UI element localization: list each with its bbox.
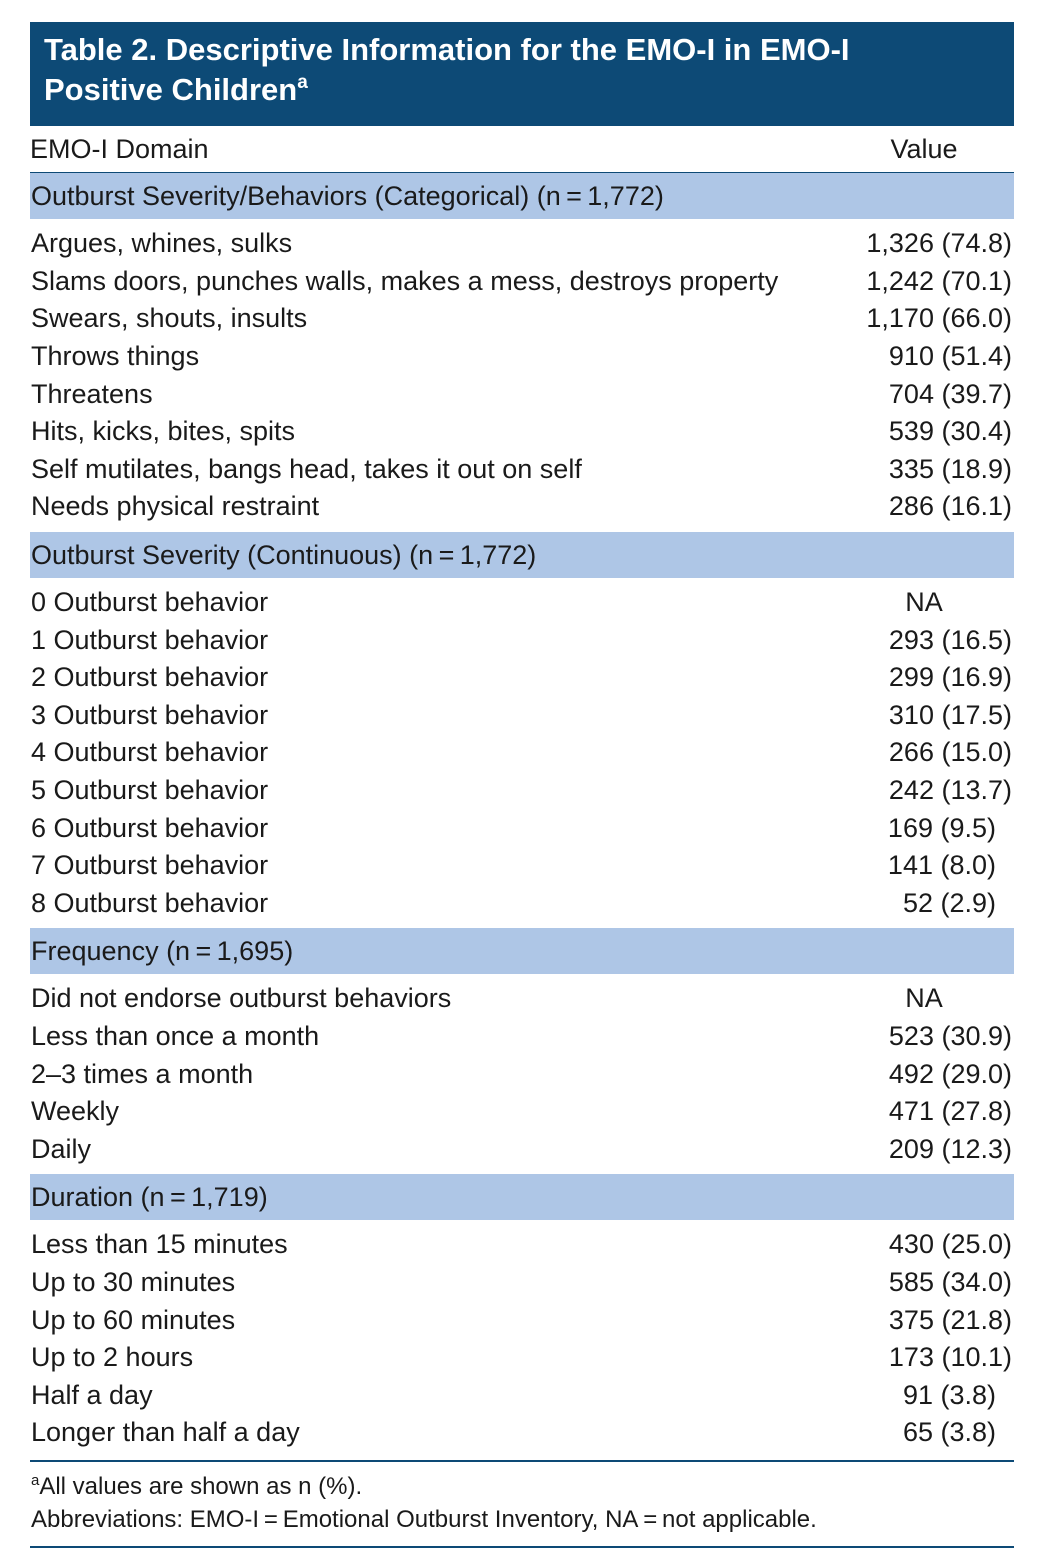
table-title bbox=[30, 22, 1014, 126]
section-heading: Duration (n = 1,719) bbox=[30, 1174, 1014, 1220]
table-row bbox=[30, 847, 1014, 885]
row-value: 492 (29.0) bbox=[888, 1058, 1012, 1089]
table-row bbox=[30, 697, 1014, 735]
row-value: 173 (10.1) bbox=[888, 1342, 1012, 1373]
row-value: 209 (12.3) bbox=[888, 1133, 1012, 1164]
row-label: 2–3 times a month bbox=[31, 1058, 254, 1089]
table-row bbox=[30, 621, 1014, 659]
row-label: Daily bbox=[31, 1133, 92, 1164]
row-label: Argues, whines, sulks bbox=[31, 228, 293, 259]
table-row bbox=[30, 659, 1014, 697]
table-row bbox=[30, 1018, 1014, 1056]
section-heading: Outburst Severity (Continuous) (n = 1,772) bbox=[30, 532, 1014, 578]
row-label: 2 Outburst behavior bbox=[31, 662, 269, 693]
row-value: 293 (16.5) bbox=[888, 624, 1012, 655]
section-heading: Outburst Severity/Behaviors (Categorical) (n = 1,772) bbox=[30, 173, 1014, 219]
table-row bbox=[30, 1226, 1014, 1264]
row-label: 6 Outburst behavior bbox=[31, 812, 269, 843]
footnote-mark: a bbox=[31, 1471, 40, 1489]
table-row bbox=[30, 300, 1014, 338]
row-value: 1,242 (70.1) bbox=[866, 265, 1012, 296]
table-row bbox=[30, 1093, 1014, 1131]
row-label: Self mutilates, bangs head, takes it out on self bbox=[31, 453, 582, 484]
section-rows bbox=[30, 219, 1014, 532]
row-label: 1 Outburst behavior bbox=[31, 624, 269, 655]
footnote-text: All values are shown as n (%). bbox=[39, 1472, 363, 1500]
row-label: 7 Outburst behavior bbox=[31, 850, 269, 881]
table-row bbox=[30, 225, 1014, 263]
row-value: 242 (13.7) bbox=[888, 775, 1012, 806]
row-label: Throws things bbox=[31, 341, 200, 372]
table-row bbox=[30, 1339, 1014, 1377]
row-label: Up to 60 minutes bbox=[31, 1304, 236, 1335]
table-row bbox=[30, 1301, 1014, 1339]
row-label: Less than once a month bbox=[31, 1020, 320, 1051]
row-label: Up to 30 minutes bbox=[31, 1266, 236, 1297]
row-value: 310 (17.5) bbox=[888, 699, 1012, 730]
row-label: 3 Outburst behavior bbox=[31, 699, 269, 730]
table-row bbox=[30, 451, 1014, 489]
row-value: 169 (9.5) bbox=[887, 812, 996, 843]
table-body bbox=[30, 173, 1014, 1458]
table-row bbox=[30, 734, 1014, 772]
row-label: Longer than half a day bbox=[31, 1417, 300, 1448]
row-value: 430 (25.0) bbox=[888, 1229, 1012, 1260]
abbreviations-note: Abbreviations: EMO-I = Emotional Outburst Inventory, NA = not applicable. bbox=[31, 1505, 817, 1533]
row-value: 65 (3.8) bbox=[902, 1417, 996, 1448]
footnote-a bbox=[31, 1470, 1014, 1503]
row-label: Threatens bbox=[31, 378, 153, 409]
table-row bbox=[30, 1414, 1014, 1452]
row-value: 471 (27.8) bbox=[888, 1096, 1012, 1127]
row-value: NA bbox=[905, 983, 943, 1014]
row-label: Needs physical restraint bbox=[31, 491, 320, 522]
row-value: 375 (21.8) bbox=[888, 1304, 1012, 1335]
table-row bbox=[30, 1376, 1014, 1414]
column-header-value: Value bbox=[890, 133, 958, 164]
table-row bbox=[30, 488, 1014, 526]
row-value: 704 (39.7) bbox=[888, 378, 1012, 409]
row-value: 523 (30.9) bbox=[888, 1020, 1012, 1051]
table-row bbox=[30, 772, 1014, 810]
table-row bbox=[30, 263, 1014, 301]
row-label: Swears, shouts, insults bbox=[31, 303, 308, 334]
row-value: 91 (3.8) bbox=[902, 1379, 996, 1410]
row-label: Half a day bbox=[31, 1379, 153, 1410]
table-row bbox=[30, 1264, 1014, 1302]
row-label: Less than 15 minutes bbox=[31, 1229, 288, 1260]
table-title-line-1: Table 2. Descriptive Information for the EMO-I in EMO-I bbox=[44, 32, 850, 67]
section-rows bbox=[30, 578, 1014, 928]
section-rows bbox=[30, 974, 1014, 1174]
row-value: 585 (34.0) bbox=[888, 1266, 1012, 1297]
table-title-line-2-text: Positive Children bbox=[44, 72, 298, 107]
row-value: 52 (2.9) bbox=[902, 887, 996, 918]
title-footnote-mark: a bbox=[297, 72, 308, 93]
row-value: 1,170 (66.0) bbox=[866, 303, 1012, 334]
column-header-row bbox=[30, 126, 1014, 173]
row-value: 1,326 (74.8) bbox=[866, 228, 1012, 259]
table-row bbox=[30, 980, 1014, 1018]
row-value: 910 (51.4) bbox=[888, 341, 1012, 372]
row-label: 5 Outburst behavior bbox=[31, 775, 269, 806]
table-title-line-2 bbox=[44, 70, 1000, 110]
table-row bbox=[30, 375, 1014, 413]
row-value: 266 (15.0) bbox=[888, 737, 1012, 768]
row-label: Weekly bbox=[31, 1096, 120, 1127]
table-end-rule bbox=[30, 1546, 1014, 1548]
column-header-domain: EMO-I Domain bbox=[30, 133, 209, 164]
row-value: 299 (16.9) bbox=[888, 662, 1012, 693]
row-value: 286 (16.1) bbox=[888, 491, 1012, 522]
table-row bbox=[30, 1130, 1014, 1168]
row-label: Did not endorse outburst behaviors bbox=[31, 983, 452, 1014]
table-row bbox=[30, 584, 1014, 622]
table-row bbox=[30, 809, 1014, 847]
row-value: 539 (30.4) bbox=[888, 416, 1012, 447]
row-value: 141 (8.0) bbox=[887, 850, 996, 881]
table-row bbox=[30, 413, 1014, 451]
row-label: 0 Outburst behavior bbox=[31, 587, 269, 618]
row-label: Slams doors, punches walls, makes a mess, destroys property bbox=[31, 265, 779, 296]
row-label: Hits, kicks, bites, spits bbox=[31, 416, 296, 447]
row-value: NA bbox=[905, 587, 943, 618]
row-label: 8 Outburst behavior bbox=[31, 887, 269, 918]
table-row bbox=[30, 885, 1014, 923]
table-row bbox=[30, 338, 1014, 376]
row-label: 4 Outburst behavior bbox=[31, 737, 269, 768]
descriptive-table bbox=[30, 22, 1014, 1548]
row-label: Up to 2 hours bbox=[31, 1342, 194, 1373]
section-heading: Frequency (n = 1,695) bbox=[30, 928, 1014, 974]
table-footnotes bbox=[30, 1462, 1014, 1536]
row-value: 335 (18.9) bbox=[888, 453, 1012, 484]
section-rows bbox=[30, 1220, 1014, 1458]
table-row bbox=[30, 1055, 1014, 1093]
